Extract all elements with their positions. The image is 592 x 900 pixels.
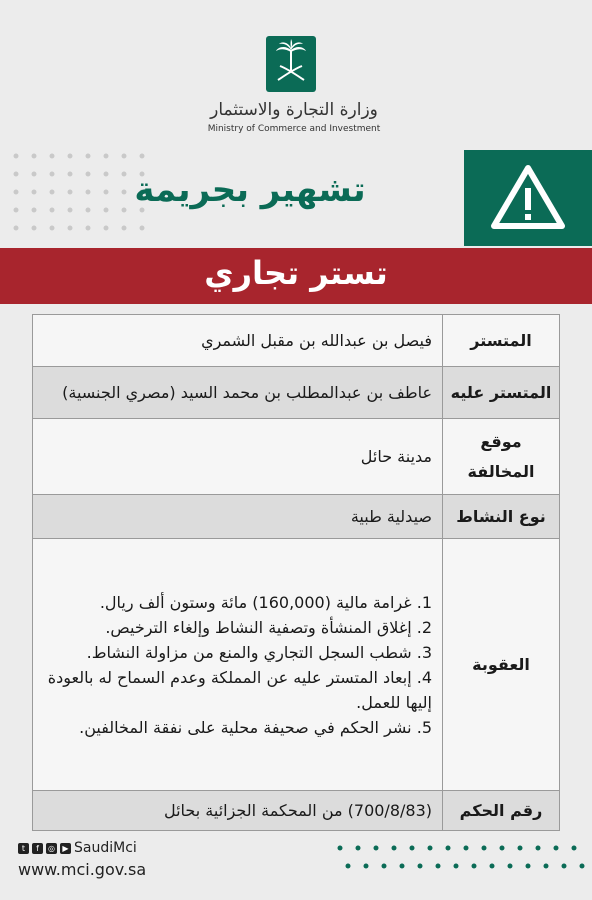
ministry-logo xyxy=(266,36,316,92)
decorative-dots xyxy=(330,838,592,878)
crime-type-banner xyxy=(0,248,592,304)
instagram-icon[interactable]: ◎ xyxy=(46,843,57,854)
table-row xyxy=(33,315,560,367)
penalty-label: العقوبة xyxy=(443,539,560,791)
ministry-name-english: Ministry of Commerce and Investment xyxy=(207,124,381,134)
youtube-icon[interactable]: ▶ xyxy=(60,843,71,854)
warning-triangle-icon xyxy=(464,150,592,246)
ruling-value: (700/8/83) من المحكمة الجزائية بحائل xyxy=(33,791,443,831)
concealer-value: فيصل بن عبدالله بن مقبل الشمري xyxy=(33,315,443,367)
table-row xyxy=(33,419,560,495)
website-link[interactable]: www.mci.gov.sa xyxy=(18,860,147,879)
concealer-label: المتستر xyxy=(443,315,560,367)
facebook-icon[interactable]: f xyxy=(32,843,43,854)
table-row xyxy=(33,495,560,539)
case-details-table xyxy=(32,314,560,831)
location-value: مدينة حائل xyxy=(33,419,443,495)
concealed-value: عاطف بن عبدالمطلب بن محمد السيد (مصري الجنسية) xyxy=(33,367,443,419)
social-handle[interactable]: SaudiMci xyxy=(74,840,137,856)
table-row xyxy=(33,367,560,419)
location-label: موقع المخالفة xyxy=(443,419,560,495)
table-row xyxy=(33,791,560,831)
penalty-item: 5. نشر الحكم في صحيفة محلية على نفقة المخالفين. xyxy=(79,717,432,737)
ruling-label: رقم الحكم xyxy=(443,791,560,831)
activity-label: نوع النشاط xyxy=(443,495,560,539)
crime-type-label: تستر تجاري xyxy=(204,254,388,292)
activity-value: صيدلية طبية xyxy=(33,495,443,539)
penalty-item: 2. إغلاق المنشأة وتصفية النشاط وإلغاء الترخيص. xyxy=(105,617,432,637)
page-title: تشهير بجريمة xyxy=(134,170,366,210)
warning-panel xyxy=(464,150,592,246)
penalty-item: 1. غرامة مالية (160,000) مائة وستون ألف ريال. xyxy=(99,592,432,612)
concealed-label: المتستر عليه xyxy=(443,367,560,419)
penalty-item: 3. شطب السجل التجاري والمنع من مزاولة النشاط. xyxy=(86,642,432,662)
table-row xyxy=(33,539,560,791)
palm-swords-emblem-icon xyxy=(266,36,316,92)
penalty-item: 4. إبعاد المتستر عليه عن المملكة وعدم السماح له بالعودة إليها للعمل. xyxy=(47,667,432,712)
ministry-name-arabic: وزارة التجارة والاستثمار xyxy=(210,100,378,120)
twitter-icon[interactable]: t xyxy=(18,843,29,854)
social-handle-row[interactable] xyxy=(18,840,137,856)
penalty-list xyxy=(33,539,443,791)
